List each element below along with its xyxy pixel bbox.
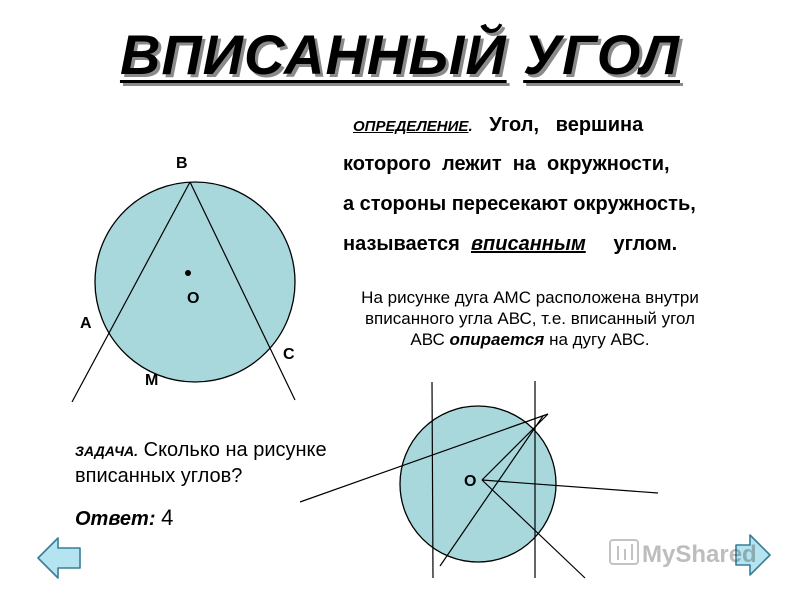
watermark bbox=[610, 540, 757, 568]
label-O-2: O bbox=[464, 473, 477, 490]
center-point-1 bbox=[185, 270, 191, 276]
task-label: ЗАДАЧА. bbox=[75, 443, 139, 459]
definition-label: ОПРЕДЕЛЕНИЕ bbox=[353, 118, 469, 135]
task-block bbox=[75, 438, 385, 489]
arc-note-part-1: На рисунке дуга АМС расположена внутри вписанного угла АВС, т.е. вписанный угол АВС bbox=[361, 288, 699, 349]
label-O: O bbox=[187, 290, 200, 307]
nav-back-button[interactable] bbox=[38, 538, 80, 578]
definition-term: вписанным bbox=[470, 233, 586, 255]
arc-note-emphasis: опирается bbox=[449, 330, 545, 349]
answer-label: Ответ: bbox=[75, 508, 156, 530]
arc-note-part-2: на дугу АВС. bbox=[549, 330, 650, 349]
label-A: A bbox=[80, 315, 92, 332]
definition-line-3: а стороны пересекают окружность, bbox=[343, 193, 696, 215]
definition-line-1-text: Угол, вершина bbox=[489, 114, 644, 136]
line-vertical-left bbox=[432, 382, 433, 578]
figure-1 bbox=[72, 182, 295, 402]
title-word-1: ВПИСАННЫЙ bbox=[119, 23, 507, 86]
definition-line-1: ОПРЕДЕЛЕНИЕ. Угол, вершина bbox=[353, 114, 644, 136]
definition-line-2: которого лежит на окружности, bbox=[343, 153, 670, 175]
label-C: C bbox=[283, 346, 295, 363]
arrow-left-icon bbox=[38, 538, 80, 578]
title-word-2: УГОЛ bbox=[523, 23, 681, 86]
arc-note bbox=[350, 287, 710, 350]
watermark-text: MyShared bbox=[642, 541, 757, 568]
label-B: B bbox=[176, 155, 188, 172]
answer-line bbox=[75, 505, 173, 531]
definition-line-4 bbox=[343, 233, 677, 256]
definition-line-4-post: углом. bbox=[613, 233, 678, 255]
label-M: M bbox=[145, 372, 159, 389]
task-question: Сколько на рисунке вписанных углов? bbox=[75, 439, 327, 487]
answer-value: 4 bbox=[161, 505, 174, 530]
definition-line-4-pre: называется bbox=[343, 233, 460, 255]
circle-1 bbox=[95, 182, 295, 382]
